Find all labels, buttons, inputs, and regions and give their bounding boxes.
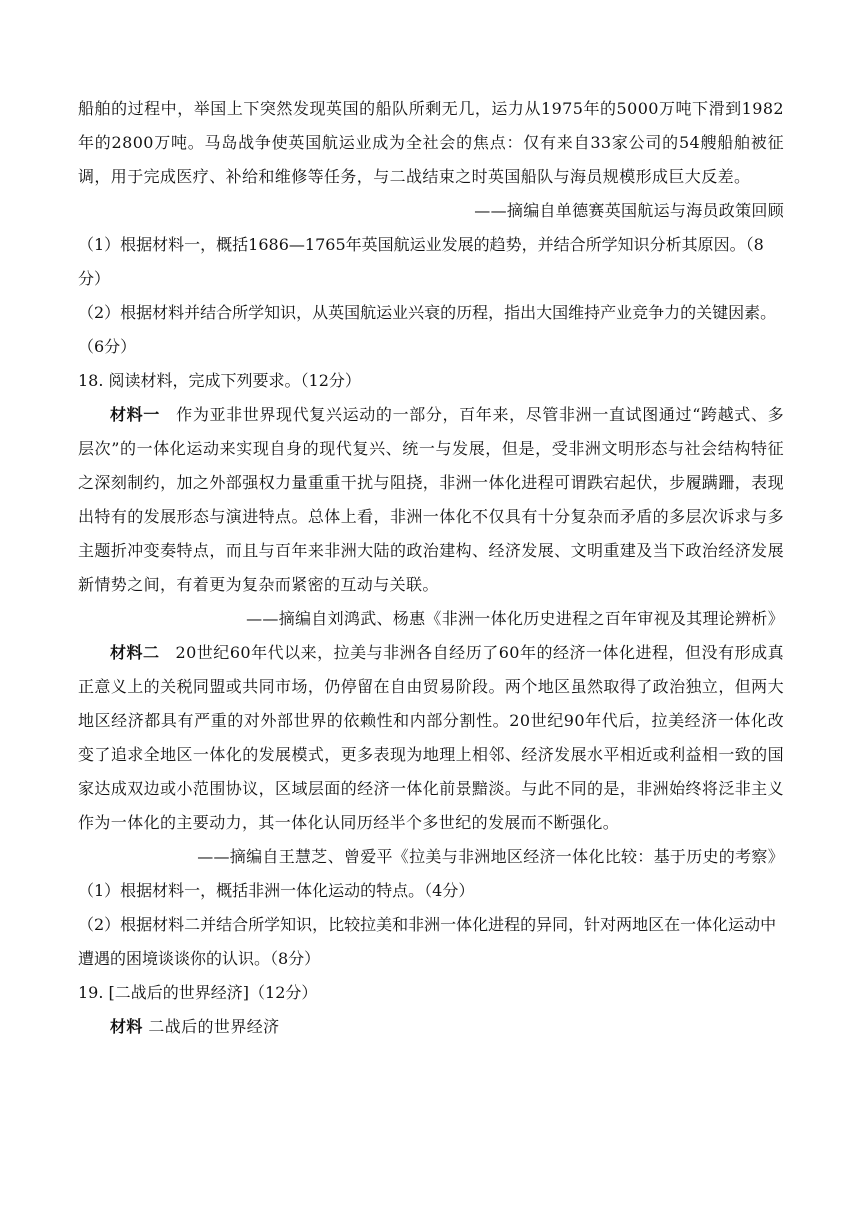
material-text: 作为亚非世界现代复兴运动的一部分，百年来，尽管非洲一直试图通过“跨越式、多层次”的一体化运动来实现自身的现代复兴、统一与发展，但是，受非洲文明形态与社会结构特征之深刻制约，加之外部强权力量重重干扰与阻挠，非洲一体化进程可谓跌宕起伏，步履蹒跚，表现出特有的发展形态与演进特点。总体上看，非洲一体化不仅具有十分复杂而矛盾的多层次诉求与多主题折冲变奏特点，而且与百年来非洲大陆的政治建构、经济发展、文明重建及当下政治经济发展新情势之间，有着更为复杂而紧密的互动与关联。: [78, 405, 784, 594]
material-label: 材料: [110, 1017, 143, 1036]
question-18-title: 18. 阅读材料，完成下列要求。（12分）: [78, 371, 361, 390]
question-18-part-1: （1）根据材料一，概括非洲一体化运动的特点。（4分）: [78, 881, 475, 900]
material-one-source: ——摘编自单德赛英国航运与海员政策回顾: [474, 201, 784, 220]
question-18-material-two: [78, 636, 784, 840]
question-17-part-2: （2）根据材料并结合所学知识，从英国航运业兴衰的历程，指出大国维持产业竞争力的关键因素。（6分）: [78, 303, 777, 356]
document-page: [78, 92, 784, 1044]
question-18-material-two-source: ——摘编自王慧芝、曾爱平《拉美与非洲地区经济一体化比较：基于历史的考察》: [197, 847, 784, 866]
material-label: 材料二: [110, 643, 160, 662]
question-19-title: 19. [二战后的世界经济]（12分）: [78, 983, 318, 1002]
material-text: 二战后的世界经济: [148, 1017, 280, 1036]
question-17-part-1: （1）根据材料一，概括1686—1765年英国航运业发展的趋势，并结合所学知识分析其原因。（8分）: [78, 235, 764, 288]
material-one-continuation: 船舶的过程中，举国上下突然发现英国的船队所剩无几，运力从1975年的5000万吨下滑到1982年的2800万吨。马岛战争使英国航运业成为全社会的焦点：仅有来自33家公司的54艘船舶被征调，用于完成医疗、补给和维修等任务，与二战结束之时英国船队与海员规模形成巨大反差。: [78, 99, 784, 186]
question-18-material-one-source: ——摘编自刘鸿武、杨惠《非洲一体化历史进程之百年审视及其理论辨析》: [246, 609, 784, 628]
question-18-part-2: （2）根据材料二并结合所学知识，比较拉美和非洲一体化进程的异同，针对两地区在一体化运动中遭遇的困境谈谈你的认识。（8分）: [78, 915, 777, 968]
material-text: 20世纪60年代以来，拉美与非洲各自经历了60年的经济一体化进程，但没有形成真正意义上的关税同盟或共同市场，仍停留在自由贸易阶段。两个地区虽然取得了政治独立，但两大地区经济都具有严重的对外部世界的依赖性和内部分割性。20世纪90年代后，拉美经济一体化改变了追求全地区一体化的发展模式，更多表现为地理上相邻、经济发展水平相近或利益相一致的国家达成双边或小范围协议，区域层面的经济一体化前景黯淡。与此不同的是，非洲始终将泛非主义作为一体化的主要动力，其一体化认同历经半个多世纪的发展而不断强化。: [78, 643, 784, 832]
question-19-material: [78, 1010, 784, 1044]
material-label: 材料一: [110, 405, 160, 424]
question-18-material-one: [78, 398, 784, 602]
